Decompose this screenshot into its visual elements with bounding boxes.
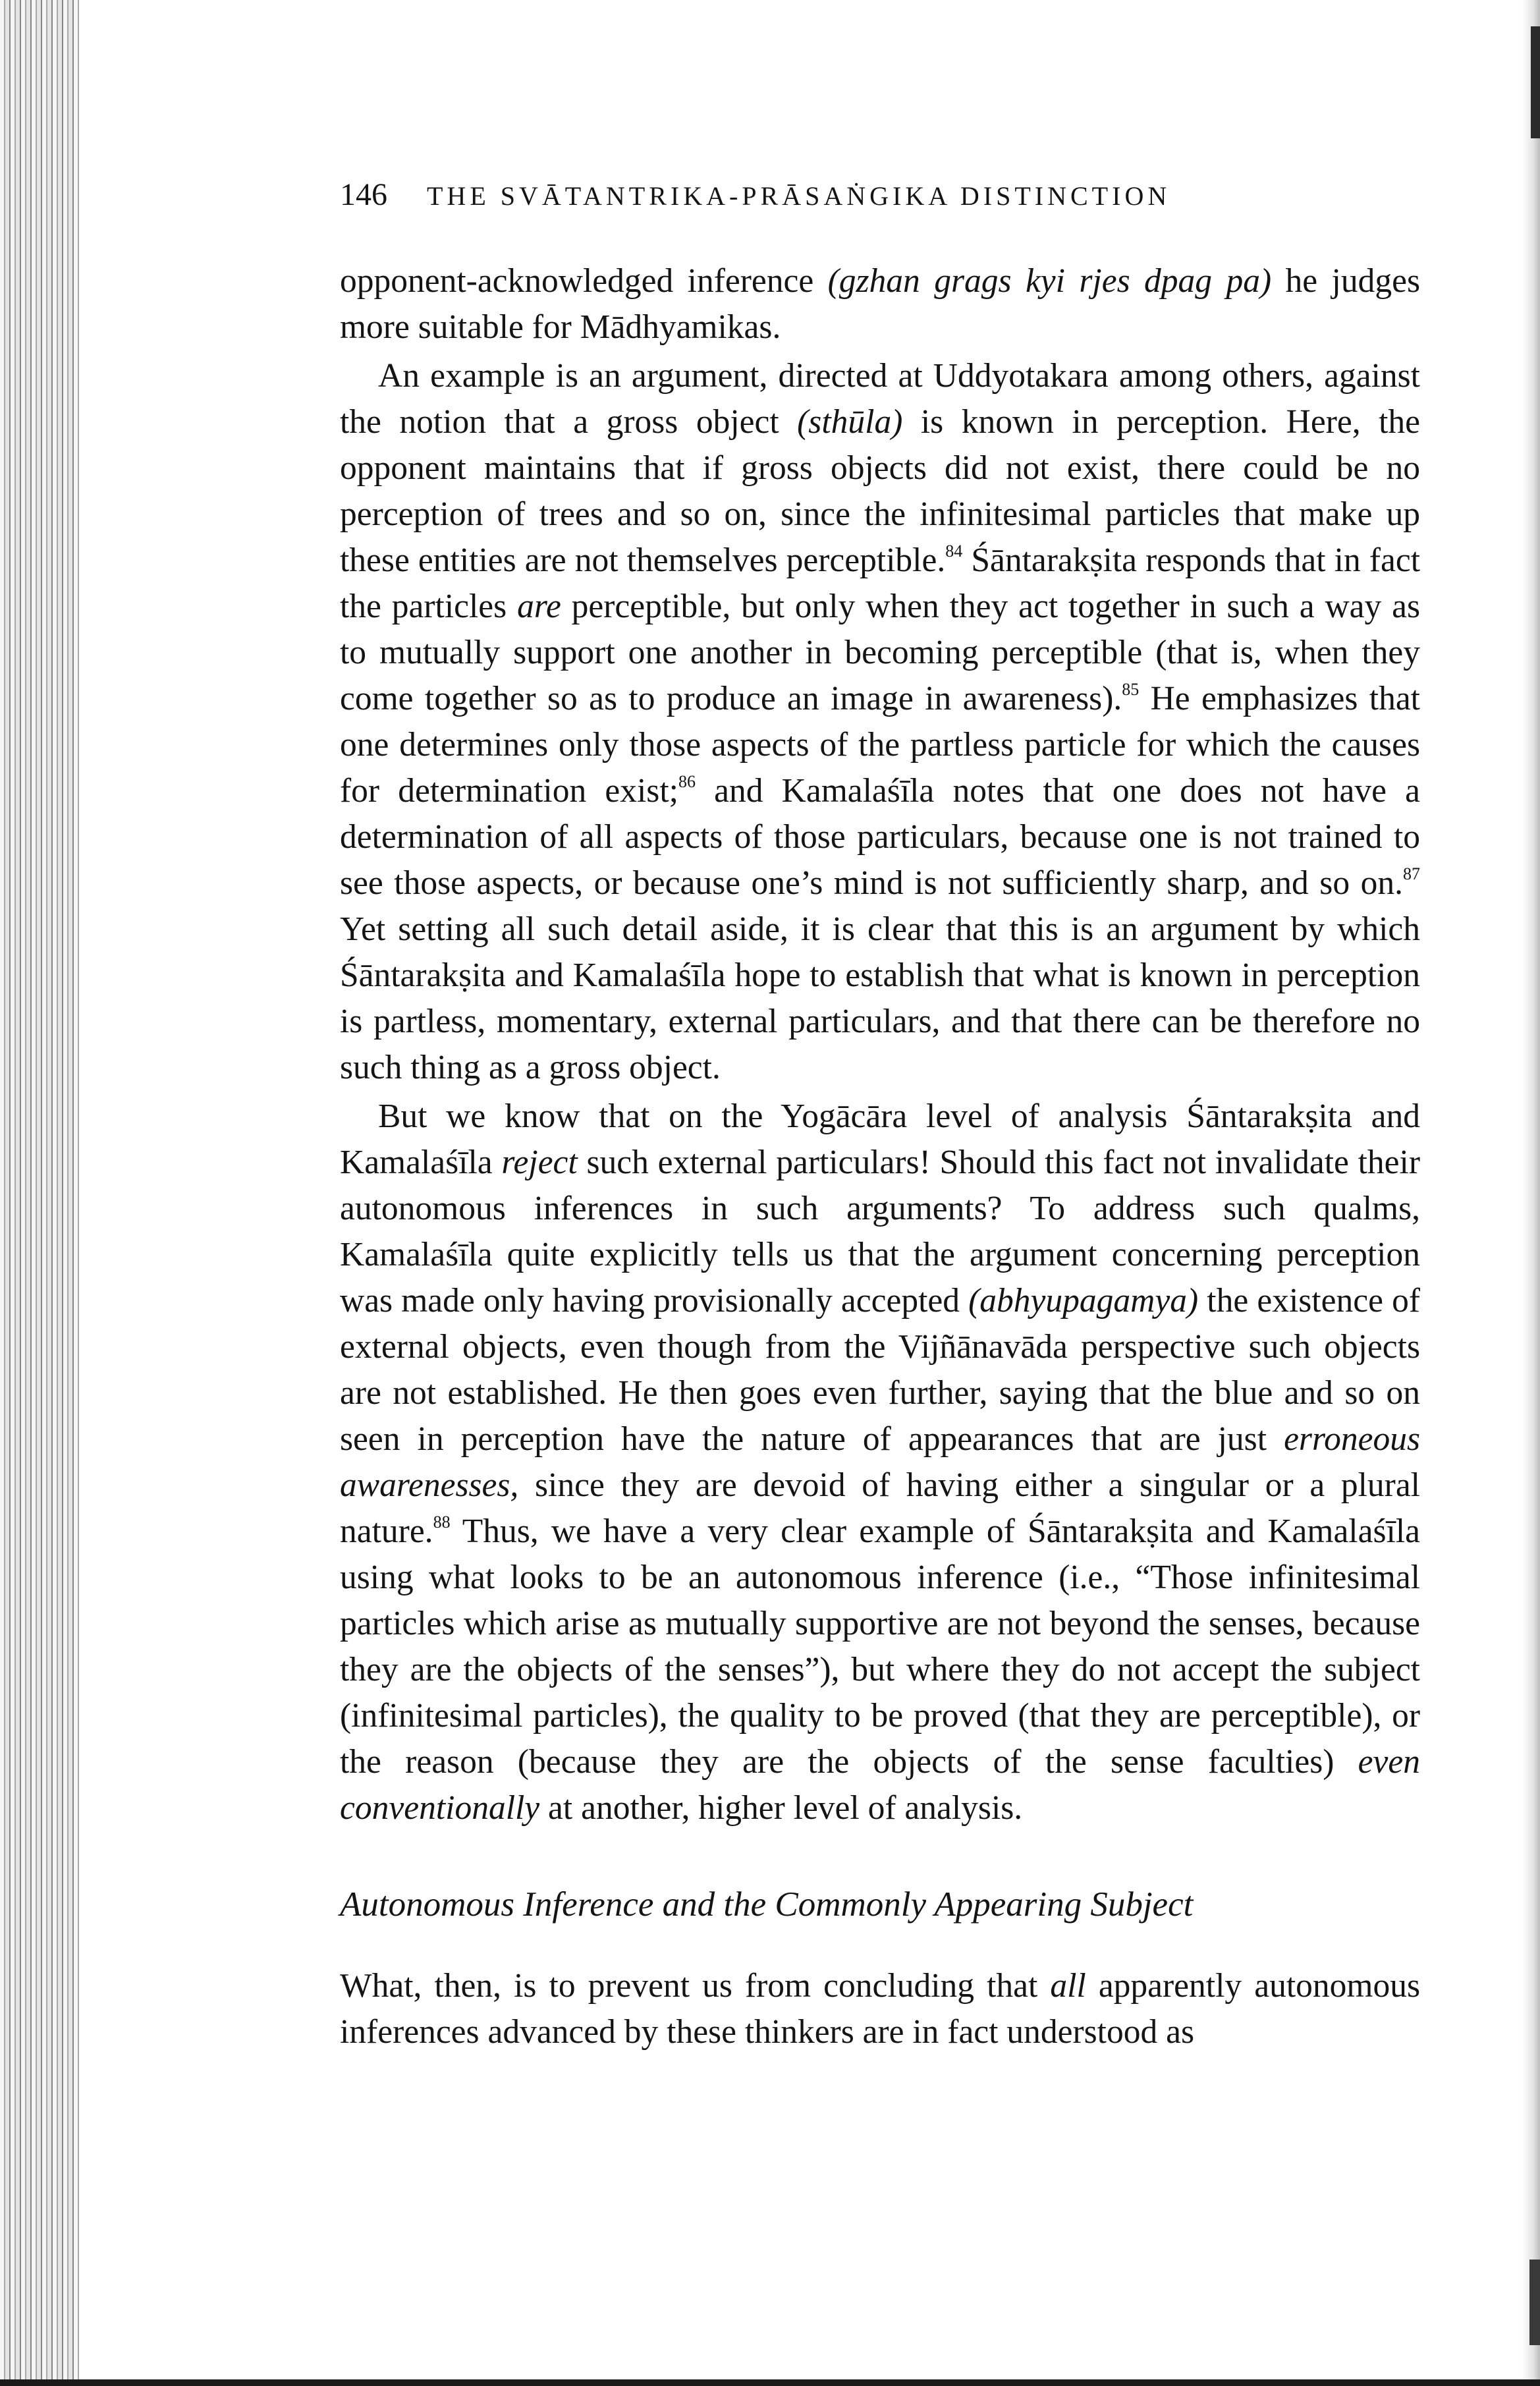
footnote-ref: 87 — [1403, 864, 1420, 883]
italic-term: even conventionally — [340, 1743, 1420, 1827]
paragraph-1 — [340, 258, 1420, 350]
paragraph-2 — [340, 353, 1420, 1091]
paragraph-4 — [340, 1963, 1420, 2055]
footnote-ref: 85 — [1122, 680, 1140, 699]
scan-corner-mark-bottom — [1529, 2260, 1540, 2345]
text-run: apparently autonomous inferences advanced by these thinkers are in fact understood as — [340, 1967, 1420, 2051]
text-run: Thus, we have a very clear example of Śāntarakṣita and Kamalaśīla using what looks to be an autonomous inference (i.e., “Those infinitesimal particles which arise as mutually supportive are not beyond the senses, because they are the objects of the senses”), but where they do not accept the subject (infinitesimal particles), the quality to be proved (that they are perceptible), or the reason (because they are the objects of the sense faculties) — [340, 1512, 1420, 1781]
text-run: and Kamalaśīla notes that one does not have a determination of all aspects of those particulars, because one is not trained to see those aspects, or because one’s mind is not sufficiently sharp, and so on. — [340, 772, 1420, 902]
italic-term: are — [517, 588, 561, 625]
italic-term: (sthūla) — [797, 403, 903, 441]
footnote-ref: 84 — [945, 541, 963, 561]
italic-term: reject — [501, 1144, 578, 1181]
running-head — [340, 177, 1420, 213]
text-run: since they are devoid of having either a singular or a plural nature. — [340, 1466, 1420, 1550]
page-number: 146 — [340, 177, 387, 212]
text-run: the existence of external objects, even though from the Vijñānavāda perspective such objects are not established. He then goes even further, saying that the blue and so on seen in perception have the nature of appearances that are just — [340, 1282, 1420, 1458]
text-run: He emphasizes that one determines only those aspects of the partless particle for which the causes for determination exist; — [340, 680, 1420, 810]
footnote-ref: 86 — [678, 772, 696, 791]
text-run: But we know that on the Yogācāra level of analysis Śāntarakṣita and Kamalaśīla — [340, 1097, 1420, 1181]
text-run: An example is an argument, directed at Uddyotakara among others, against the notion that a gross object — [340, 357, 1420, 441]
text-run: he judges more suitable for Mādhyamikas. — [340, 262, 1420, 346]
paragraph-3 — [340, 1094, 1420, 1831]
text-run: What, then, is to prevent us from concluding that — [340, 1967, 1051, 2005]
italic-term: (gzhan grags kyi rjes dpag pa) — [827, 262, 1272, 300]
text-run: at another, higher level of analysis. — [539, 1789, 1023, 1827]
text-run: perceptible, but only when they act together in such a way as to mutually support one another in becoming perceptible (that is, when they come together so as to produce an image in awareness). — [340, 588, 1420, 717]
page-body — [340, 258, 1420, 2058]
text-run: Śāntarakṣita responds that in fact the particles — [340, 541, 1420, 625]
text-run: such external particulars! Should this fact not invalidate their autonomous inferences in such arguments? To address such qualms, Kamalaśīla quite explicitly tells us that the argument concerning perception was made only having provisionally accepted — [340, 1144, 1420, 1319]
section-heading: Autonomous Inference and the Commonly Appearing Subject — [340, 1885, 1194, 1924]
scan-corner-mark-top — [1531, 26, 1540, 138]
running-title: THE SVĀTANTRIKA-PRĀSAṄGIKA DISTINCTION — [427, 181, 1171, 211]
text-run: Yet setting all such detail aside, it is clear that this is an argument by which Śāntarakṣita and Kamalaśīla hope to establish that what is known in perception is partless, momentary, external particulars, and that there can be therefore no such thing as a gross object. — [340, 910, 1420, 1086]
scan-bottom-edge — [0, 2379, 1540, 2386]
italic-term: erroneous awarenesses, — [340, 1420, 1420, 1504]
italic-term: all — [1050, 1967, 1086, 2005]
scan-binding-edge — [0, 0, 79, 2386]
text-run: is known in perception. Here, the opponent maintains that if gross objects did not exist, there could be no perception of trees and so on, since the infinitesimal particles that make up these entities are not themselves perceptible. — [340, 403, 1421, 579]
text-run: opponent-acknowledged inference — [340, 262, 828, 300]
italic-term: (abhyupagamya) — [968, 1282, 1199, 1319]
footnote-ref: 88 — [433, 1512, 451, 1532]
scan-right-edge — [1522, 0, 1540, 2386]
